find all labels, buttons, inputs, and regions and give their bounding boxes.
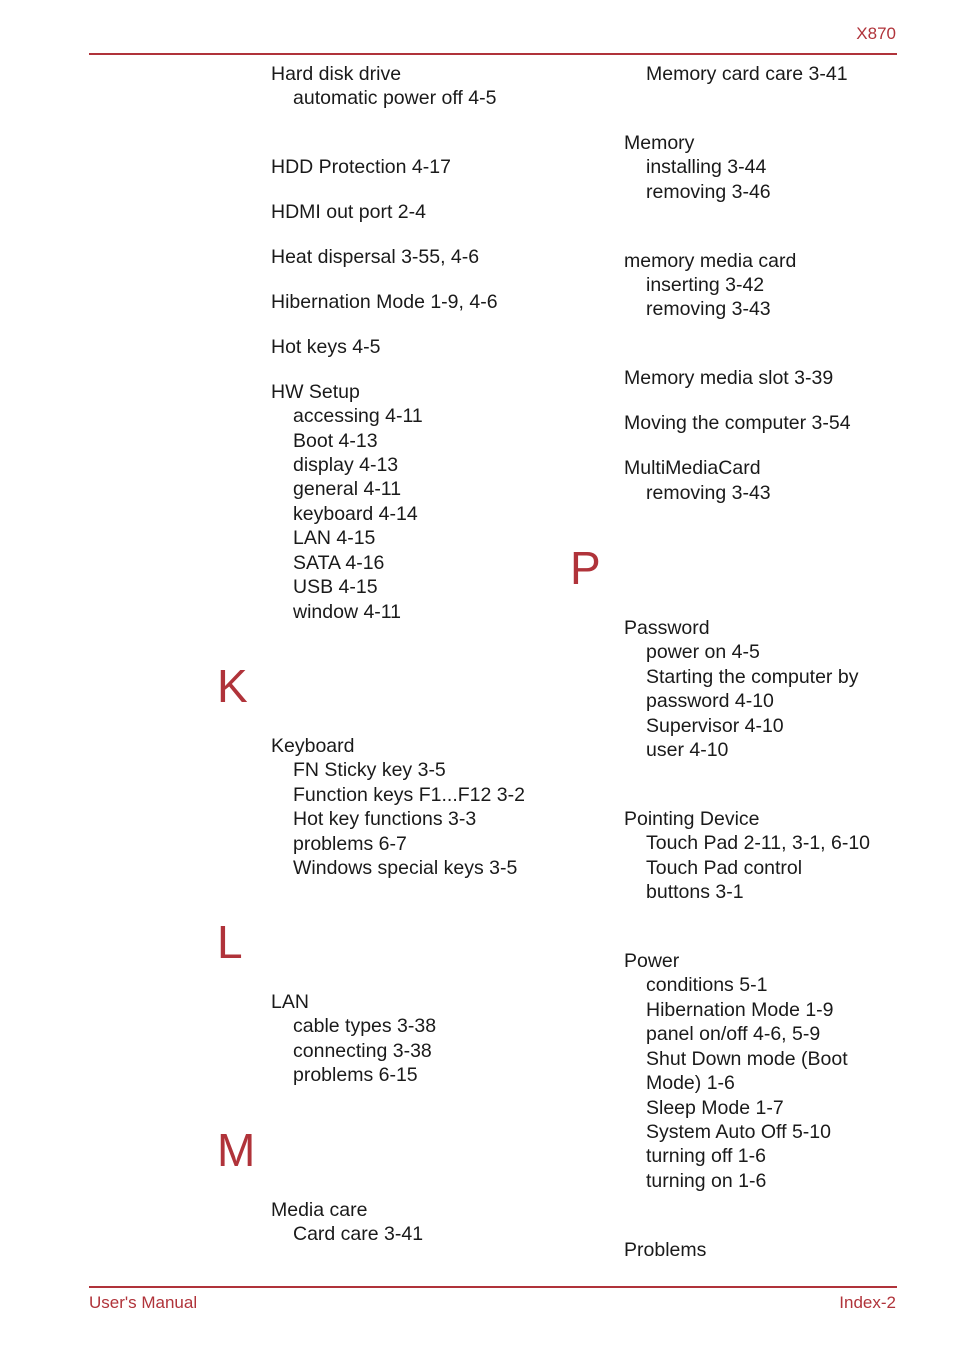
- index-subentry: Hibernation Mode 1-9: [646, 998, 834, 1021]
- index-subentry: Starting the computer by: [646, 665, 859, 688]
- index-term: Password: [624, 617, 710, 639]
- index-subentry: Memory card care 3-41: [646, 63, 848, 85]
- index-subentry: display 4-13: [293, 454, 399, 477]
- index-section-l: [271, 990, 591, 1088]
- index-term: Media care: [271, 1199, 368, 1221]
- index-term: MultiMediaCard: [624, 457, 761, 480]
- index-term: Hard disk drive: [271, 63, 402, 85]
- index-subentry: window 4-11: [293, 600, 402, 623]
- index-subentry: installing 3-44: [646, 156, 767, 179]
- index-subentry: Hot key functions 3-3: [293, 808, 477, 831]
- index-term: Hot keys 4-5: [271, 335, 381, 358]
- index-subentry: Windows special keys 3-5: [293, 857, 518, 880]
- footer-page-number: Index-2: [839, 1293, 896, 1312]
- header-model: X870: [856, 24, 896, 43]
- index-subentry: Function keys F1...F12 3-2: [293, 783, 525, 806]
- index-subentry: LAN 4-15: [293, 527, 376, 550]
- index-subentry: general 4-11: [293, 478, 402, 501]
- index-subentry: problems 6-15: [293, 1064, 418, 1087]
- index-term: Memory media slot 3-39: [624, 367, 834, 390]
- index-subentry: problems 6-7: [293, 832, 407, 855]
- index-subentry: SATA 4-16: [293, 551, 385, 574]
- index-subentry: Touch Pad 2-11, 3-1, 6-10: [646, 832, 871, 855]
- index-term: Heat dispersal 3-55, 4-6: [271, 246, 480, 269]
- index-term: LAN: [271, 991, 309, 1013]
- index-subentry: Boot 4-13: [293, 429, 378, 452]
- entry-hw-setup: [271, 380, 591, 624]
- index-term: HDMI out port 2-4: [271, 201, 426, 224]
- footer-manual-title: User's Manual: [89, 1293, 198, 1312]
- header-rule: [89, 53, 897, 55]
- index-column-left: [271, 62, 591, 624]
- index-subentry: connecting 3-38: [293, 1039, 432, 1062]
- index-section-p: [624, 616, 914, 1262]
- index-subentry: automatic power off 4-5: [293, 87, 497, 110]
- index-subentry: Touch Pad control: [646, 856, 803, 879]
- index-subentry: Shut Down mode (Boot: [646, 1047, 848, 1070]
- index-section-m: [271, 1198, 591, 1247]
- index-subentry: cable types 3-38: [293, 1015, 437, 1038]
- index-term: HDD Protection 4-17: [271, 156, 451, 179]
- index-section-k: [271, 734, 591, 880]
- index-subentry: password 4-10: [646, 690, 774, 713]
- index-subentry: Supervisor 4-10: [646, 714, 784, 737]
- index-subentry: conditions 5-1: [646, 974, 768, 997]
- index-term: Moving the computer 3-54: [624, 412, 851, 435]
- index-subentry: Mode) 1-6: [646, 1072, 735, 1095]
- index-column-right: [624, 62, 914, 505]
- index-term: Pointing Device: [624, 807, 760, 830]
- index-subentry: buttons 3-1: [646, 881, 744, 904]
- index-term: HW Setup: [271, 380, 360, 403]
- entry-hard-disk: [271, 62, 591, 111]
- index-subentry: inserting 3-42: [646, 274, 765, 297]
- index-subentry: removing 3-43: [646, 298, 771, 321]
- section-letter-k: K: [217, 660, 248, 712]
- index-subentry: Sleep Mode 1-7: [646, 1096, 784, 1119]
- index-subentry: FN Sticky key 3-5: [293, 759, 446, 782]
- index-subentry: power on 4-5: [646, 641, 760, 664]
- index-subentry: panel on/off 4-6, 5-9: [646, 1023, 821, 1046]
- footer-rule: [89, 1286, 897, 1288]
- index-subentry: accessing 4-11: [293, 405, 423, 428]
- section-letter-l: L: [217, 916, 243, 968]
- index-subentry: keyboard 4-14: [293, 502, 418, 525]
- index-subentry: removing 3-43: [646, 481, 771, 504]
- index-subentry: Card care 3-41: [293, 1223, 424, 1246]
- section-letter-m: M: [217, 1124, 256, 1176]
- index-subentry: USB 4-15: [293, 576, 378, 599]
- index-subentry: turning off 1-6: [646, 1145, 766, 1168]
- index-term: Memory: [624, 131, 695, 154]
- index-term: memory media card: [624, 249, 797, 272]
- index-subentry: turning on 1-6: [646, 1169, 767, 1192]
- section-letter-p: P: [570, 542, 601, 594]
- index-subentry: System Auto Off 5-10: [646, 1120, 831, 1143]
- index-term: Keyboard: [271, 735, 355, 757]
- index-subentry: user 4-10: [646, 739, 729, 762]
- index-term: Power: [624, 950, 680, 973]
- index-term: Hibernation Mode 1-9, 4-6: [271, 291, 498, 314]
- index-term: Problems: [624, 1238, 707, 1261]
- index-subentry: removing 3-46: [646, 180, 771, 203]
